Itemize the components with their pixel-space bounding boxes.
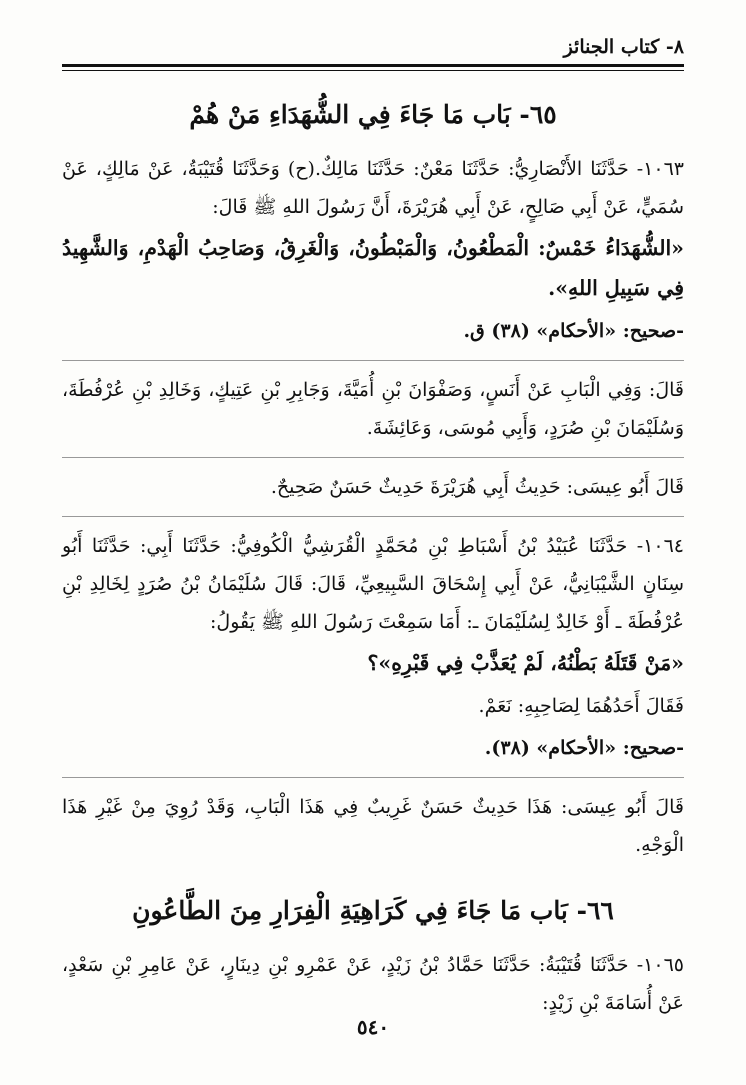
page-number: ٥٤٠ [356, 1015, 390, 1039]
hadith-1064-isnad: ١٠٦٤- حَدَّثَنَا عُبَيْدُ بْنُ أَسْبَاطِ بْنِ مُحَمَّدٍ الْقُرَشِيُّ الْكُوفِيُّ: حَدَّثَنَا أَبِي: حَدَّثَنَا أَبُو سِنَانٍ الشَّيْبَانِيُّ، عَنْ أَبِي إِسْحَاقَ السَّبِيعِيِّ، قَالَ: قَالَ سُلَيْمَانُ بْنُ صُرَدٍ لِخَالِدِ بْنِ عُرْفُطَةَ ـ أَوْ خَالِدٌ لِسُلَيْمَانَ ـ: أَمَا سَمِعْتَ رَسُولَ اللهِ ﷺ يَقُولُ: [62, 535, 684, 633]
bab-note: قَالَ: وَفِي الْبَابِ عَنْ أَنَسٍ، وَصَفْوَانَ بْنِ أُمَيَّةَ، وَجَابِرِ بْنِ عَتِيكٍ، وَخَالِدِ بْنِ عُرْفُطَةَ، وَسُلَيْمَانَ بْنِ صُرَدٍ، وَأَبِي مُوسَى، وَعَائِشَةَ. [62, 379, 684, 439]
page-body [62, 90, 684, 1024]
hadith-1063-isnad: ١٠٦٣- حَدَّثَنَا الأَنْصَارِيُّ: حَدَّثَنَا مَعْنٌ: حَدَّثَنَا مَالِكٌ.(ح) وَحَدَّثَنَا قُتَيْبَةُ، عَنْ مَالِكٍ، عَنْ سُمَيٍّ، عَنْ أَبِي صَالِحٍ، عَنْ أَبِي هُرَيْرَةَ، أَنَّ رَسُولَ اللهِ ﷺ قَالَ: [62, 158, 684, 218]
hadith-1064-grade: -صحيح: «الأحكام» (٣٨). [484, 737, 684, 759]
hadith-1065-isnad: ١٠٦٥- حَدَّثَنَا قُتَيْبَةُ: حَدَّثَنَا حَمَّادُ بْنُ زَيْدٍ، عَنْ عَمْرِو بْنِ دِينَارٍ، عَنْ عَامِرِ بْنِ سَعْدٍ، عَنْ أُسَامَةَ بْنِ زَيْدٍ: [62, 954, 684, 1014]
hadith-1064-reply: فَقَالَ أَحَدُهُمَا لِصَاحِبِهِ: نَعَمْ. [478, 695, 684, 717]
header-rule-thin [62, 70, 684, 71]
running-title: ٨- كتاب الجنائز [563, 36, 684, 58]
divider [62, 457, 684, 458]
running-header [62, 34, 684, 60]
hadith-1063-matn: «الشُّهَدَاءُ خَمْسٌ: الْمَطْعُونُ، وَالْمَبْطُونُ، وَالْغَرِقُ، وَصَاحِبُ الْهَدْمِ، وَالشَّهِيدُ فِي سَبِيلِ اللهِ». [62, 236, 684, 300]
hadith-1064-ruling: قَالَ أَبُو عِيسَى: هَذَا حَدِيثٌ حَسَنٌ غَرِيبٌ فِي هَذَا الْبَابِ، وَقَدْ رُوِيَ مِنْ غَيْرِ هَذَا الْوَجْهِ. [62, 796, 684, 856]
chapter-title-66: ٦٦- بَاب مَا جَاءَ فِي كَرَاهِيَةِ الْفِرَارِ مِنَ الطَّاعُونِ [132, 896, 614, 925]
header-rule-thick [62, 64, 684, 67]
divider [62, 777, 684, 778]
hadith-1064-matn: «مَنْ قَتَلَهُ بَطْنُهُ، لَمْ يُعَذَّبْ فِي قَبْرِهِ»؟ [367, 651, 684, 675]
hadith-1063-grade: -صحيح: «الأحكام» (٣٨) ق. [463, 320, 684, 342]
chapter-title-65: ٦٥- بَاب مَا جَاءَ فِي الشُّهَدَاءِ مَنْ هُمْ [189, 100, 557, 129]
hadith-1063-ruling: قَالَ أَبُو عِيسَى: حَدِيثُ أَبِي هُرَيْرَةَ حَدِيثٌ حَسَنٌ صَحِيحٌ. [270, 476, 684, 498]
divider [62, 360, 684, 361]
divider [62, 516, 684, 517]
